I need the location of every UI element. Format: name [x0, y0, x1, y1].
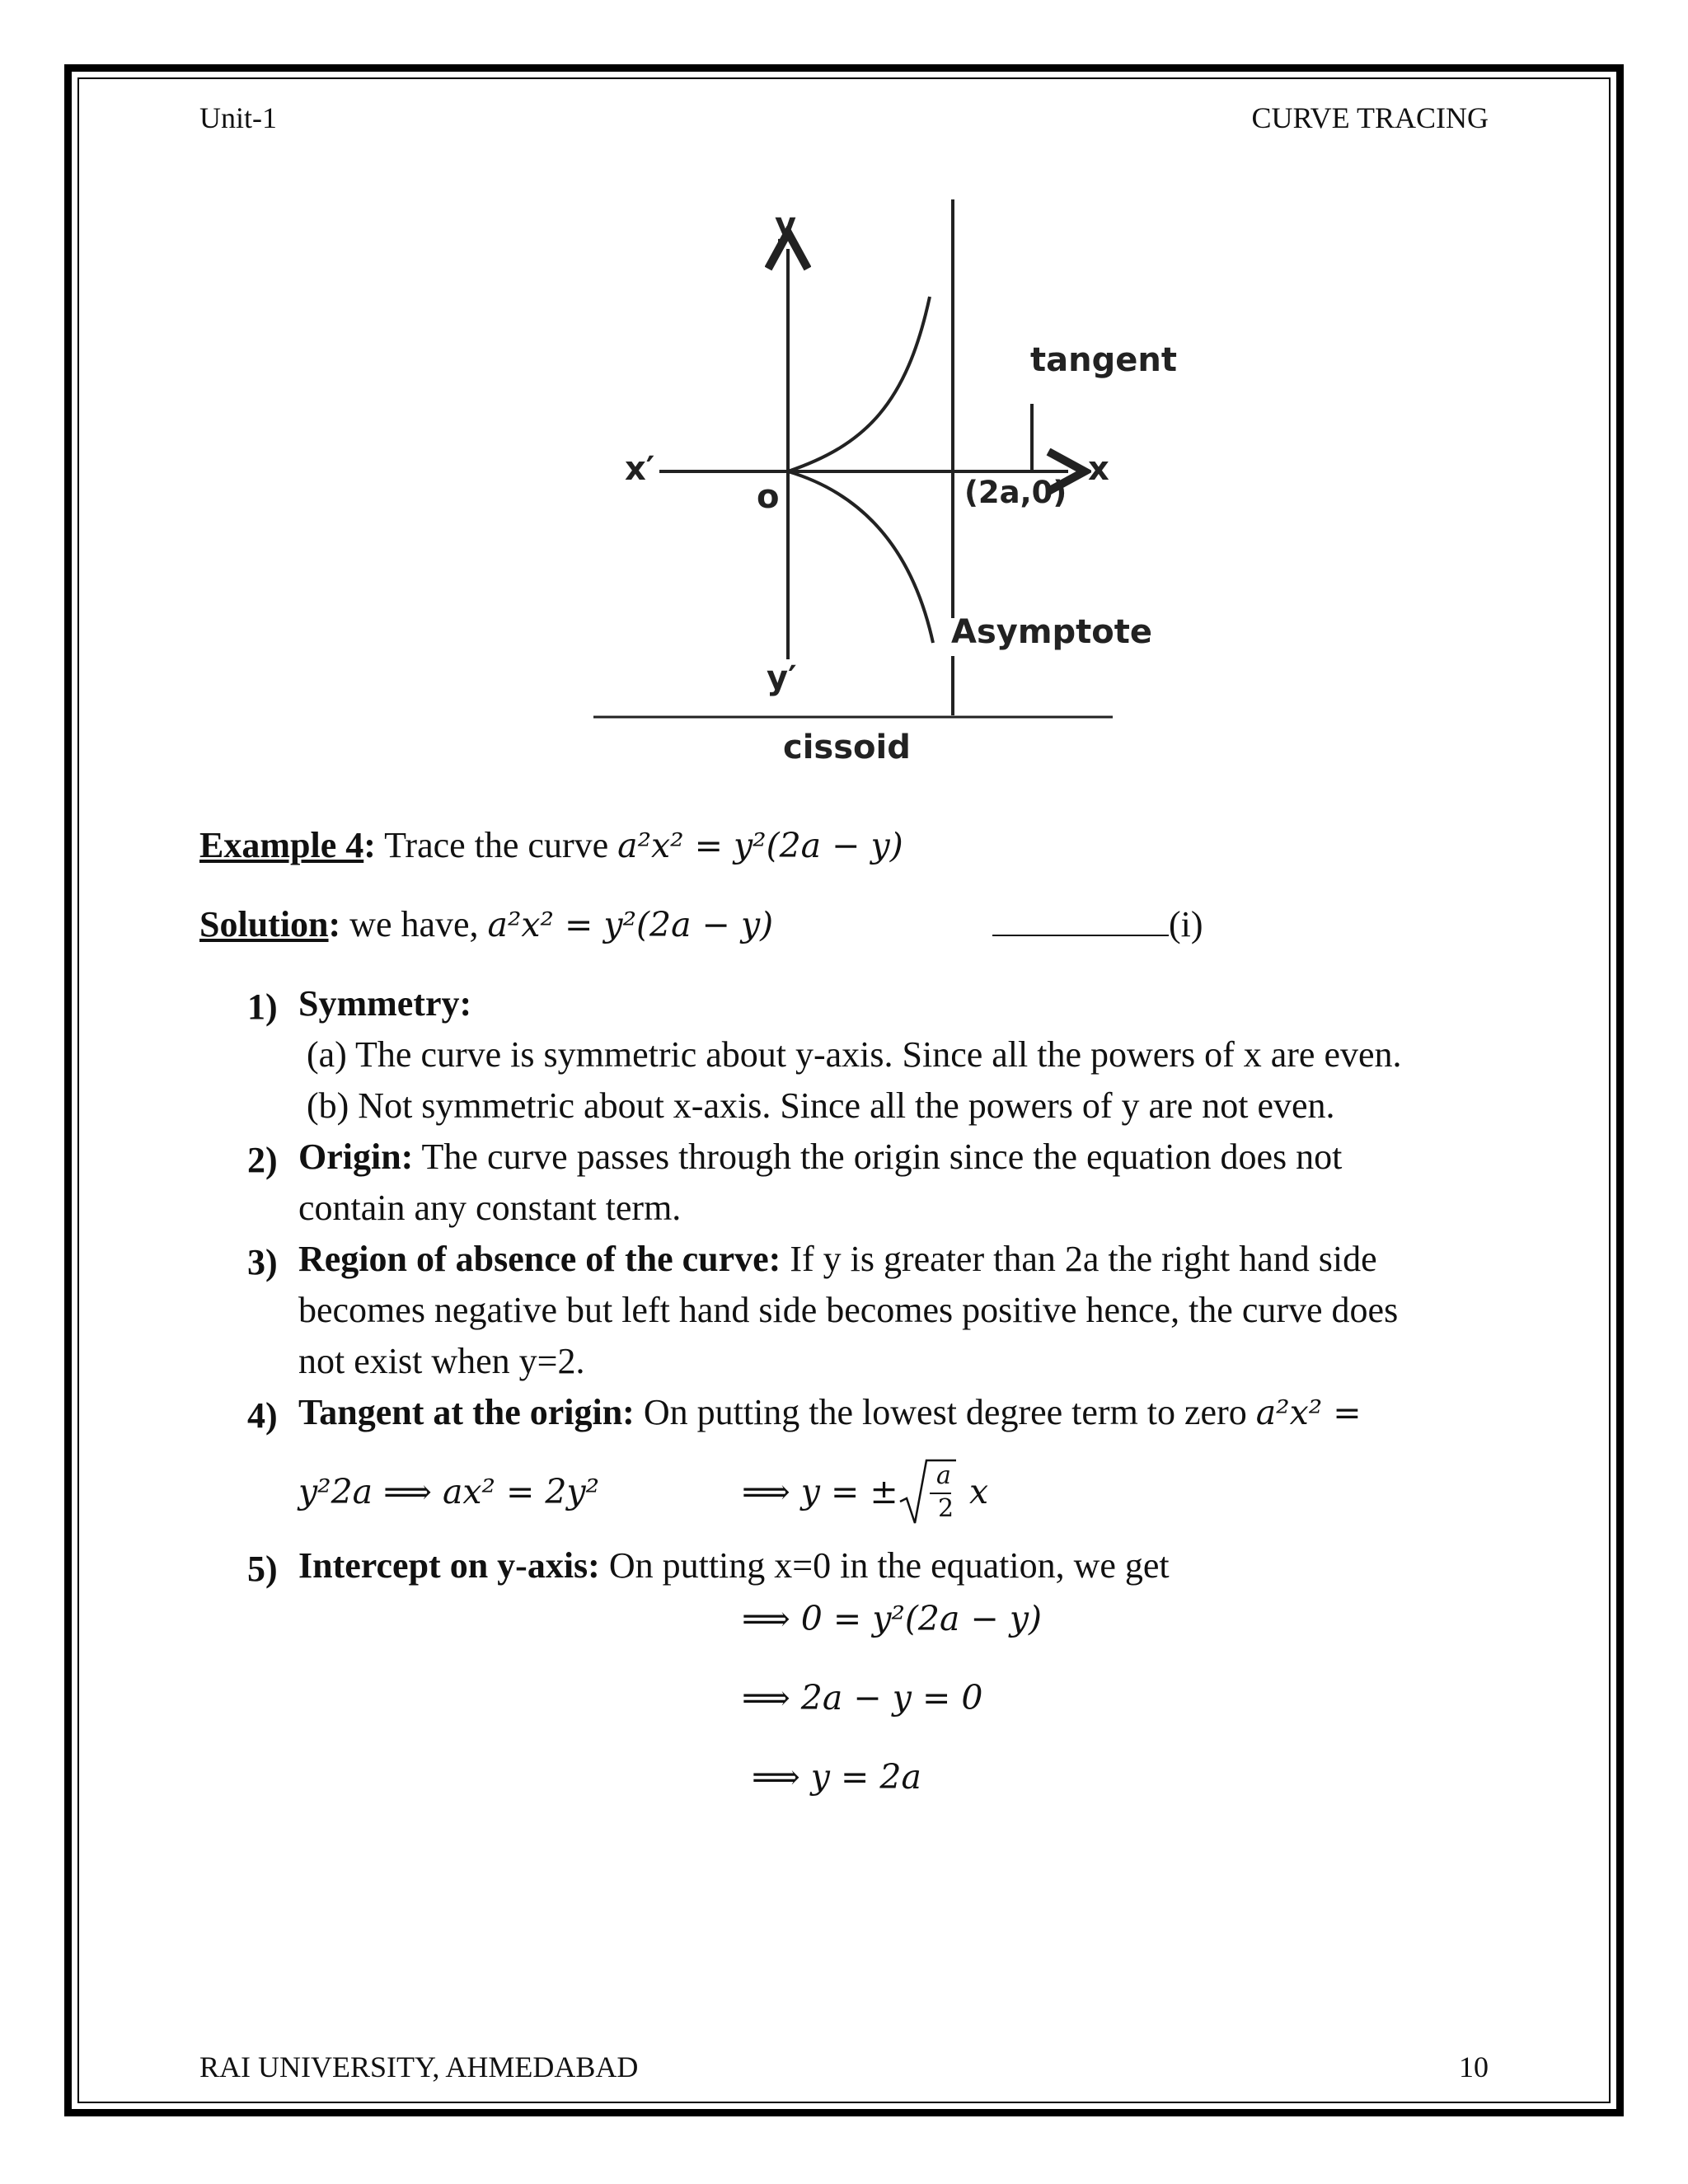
footer-university: RAI UNIVERSITY, AHMEDABAD [199, 2050, 639, 2083]
symmetry-b: (b) Not symmetric about x-axis. Since all the powers of y are not even. [307, 1085, 1335, 1126]
solution-heading: Solution [199, 904, 329, 944]
tangent-result-prefix: ⟹ y = ± [742, 1472, 898, 1511]
solution-line [199, 904, 774, 944]
sqrt-numerator: a [936, 1461, 951, 1490]
label-tangent: tangent [1030, 341, 1177, 379]
region-line-3: not exist when y=2. [298, 1341, 585, 1381]
cissoid-upper-branch [788, 297, 930, 471]
label-y: y [775, 206, 797, 244]
header-title: CURVE TRACING [1251, 101, 1489, 134]
label-point: (2a,0) [964, 475, 1067, 510]
label-x-prime: x′ [625, 450, 655, 488]
equation-number [992, 904, 1203, 944]
intercept-eq-2: ⟹ 2a − y = 0 [742, 1678, 983, 1718]
figure-caption: cissoid [783, 729, 911, 766]
equation-number-label: (i) [1169, 904, 1203, 944]
intercept-line-1 [298, 1545, 1170, 1586]
label-asymptote: Asymptote [951, 613, 1153, 651]
step-3-title: Region of absence of the curve: [298, 1239, 781, 1279]
example-heading: Example 4 [199, 825, 364, 865]
tangent-text-1: On putting the lowest degree term to zero [634, 1392, 1256, 1432]
step-4-number: 4) [247, 1395, 278, 1436]
step-5-number: 5) [247, 1549, 278, 1589]
sqrt-denominator: 2 [938, 1494, 954, 1523]
origin-line-1 [298, 1139, 1342, 1175]
cissoid-lower-branch [788, 471, 933, 643]
example-colon: : [363, 825, 376, 865]
origin-text-1: The curve passes through the origin since the equation does not [413, 1137, 1343, 1177]
solution-text: we have, [340, 904, 488, 944]
step-1-title: Symmetry: [298, 983, 472, 1024]
tangent-result-suffix: x [969, 1472, 989, 1511]
header-unit: Unit-1 [199, 101, 277, 134]
label-y-prime: y′ [767, 659, 797, 697]
equation-blank [992, 907, 1169, 936]
solution-equation: a²x² = y²(2a − y) [487, 905, 774, 944]
region-line-1 [298, 1241, 1377, 1277]
symmetry-a: (a) The curve is symmetric about y-axis. Since all the powers of x are even. [307, 1034, 1402, 1075]
label-origin: o [757, 478, 780, 516]
step-3-number: 3) [247, 1242, 278, 1282]
intercept-text-1: On putting x=0 in the equation, we get [599, 1545, 1170, 1586]
step-2-title: Origin: [298, 1137, 414, 1177]
page-number: 10 [1459, 2050, 1489, 2083]
solution-colon: : [328, 904, 341, 944]
origin-line-2: contain any constant term. [298, 1188, 682, 1228]
step-4-title: Tangent at the origin: [298, 1392, 635, 1432]
intercept-eq-3: ⟹ y = 2a [752, 1757, 921, 1797]
example-line [199, 827, 903, 864]
region-text-1: If y is greater than 2a the right hand side [781, 1239, 1377, 1279]
example-equation: a²x² = y²(2a − y) [617, 826, 903, 865]
step-5-title: Intercept on y-axis: [298, 1545, 600, 1586]
step-1-number: 1) [247, 987, 278, 1027]
step-2-number: 2) [247, 1140, 278, 1180]
cissoid-figure [577, 181, 1177, 783]
label-x: x [1088, 450, 1109, 488]
intercept-eq-1: ⟹ 0 = y²(2a − y) [742, 1599, 1043, 1638]
tangent-eq-line-2: y²2a ⟹ ax² = 2y² [298, 1472, 600, 1511]
example-text: Trace the curve [375, 825, 618, 865]
tangent-line-1 [298, 1394, 1362, 1431]
region-line-2: becomes negative but left hand side becomes positive hence, the curve does [298, 1290, 1399, 1330]
tangent-eq-start: a²x² = [1255, 1393, 1362, 1432]
